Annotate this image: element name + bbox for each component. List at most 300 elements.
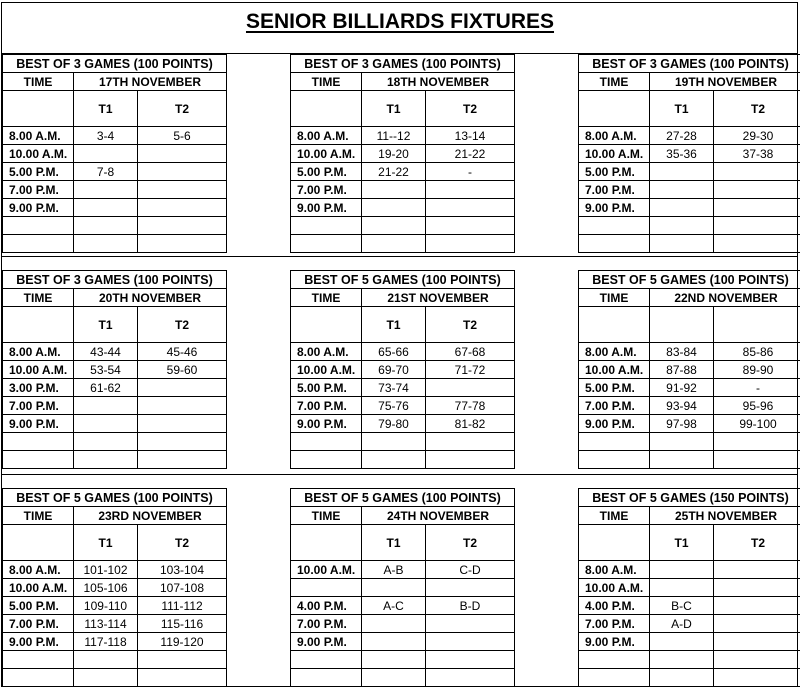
time-slot xyxy=(291,433,362,451)
fixture-table-9 xyxy=(578,488,800,687)
table-t1-match xyxy=(74,145,138,163)
table-row xyxy=(579,651,800,669)
table-row xyxy=(291,451,515,469)
table-t2-match xyxy=(714,433,800,451)
table-row xyxy=(579,415,800,433)
fixture-date: 17TH NOVEMBER xyxy=(74,73,227,91)
time-slot: 5.00 P.M. xyxy=(291,379,362,397)
table-t2-match xyxy=(426,651,515,669)
format-row xyxy=(291,271,515,289)
table-t1-match xyxy=(650,651,714,669)
table-t1-match: A-C xyxy=(362,597,426,615)
table-t1-match xyxy=(362,633,426,651)
fixture-date: 20TH NOVEMBER xyxy=(74,289,227,307)
table-row xyxy=(579,451,800,469)
time-slot xyxy=(3,651,74,669)
table-t2-match xyxy=(426,615,515,633)
date-row xyxy=(3,507,227,525)
fixture-table-4 xyxy=(2,270,227,469)
time-slot: 3.00 P.M. xyxy=(3,379,74,397)
table-t2-match xyxy=(426,217,515,235)
match-format: BEST OF 5 GAMES (150 POINTS) xyxy=(579,489,800,507)
blank-cell xyxy=(291,525,362,561)
time-slot: 10.00 A.M. xyxy=(579,361,650,379)
table-row xyxy=(3,145,227,163)
table-t1-match: 87-88 xyxy=(650,361,714,379)
table-row xyxy=(291,127,515,145)
table-row xyxy=(3,127,227,145)
table-t1-match xyxy=(650,181,714,199)
table-row xyxy=(3,669,227,687)
table-t2-match xyxy=(714,579,800,597)
table-row xyxy=(3,199,227,217)
t2-header: T2 xyxy=(426,307,515,343)
time-slot: 5.00 P.M. xyxy=(3,597,74,615)
fixture-date: 19TH NOVEMBER xyxy=(650,73,800,91)
table-t1-match xyxy=(650,669,714,687)
table-t1-match xyxy=(362,235,426,253)
table-label-row xyxy=(291,307,515,343)
fixture-table-2 xyxy=(290,54,515,253)
date-row xyxy=(291,289,515,307)
table-label-row xyxy=(291,91,515,127)
time-slot: 7.00 P.M. xyxy=(3,181,74,199)
time-slot: 8.00 A.M. xyxy=(579,561,650,579)
time-header: TIME xyxy=(3,73,74,91)
table-t2-match xyxy=(426,633,515,651)
table-t1-match: 69-70 xyxy=(362,361,426,379)
table-label-row xyxy=(291,525,515,561)
time-slot xyxy=(291,669,362,687)
time-slot xyxy=(579,433,650,451)
time-slot: 10.00 A.M. xyxy=(3,579,74,597)
date-row xyxy=(291,73,515,91)
table-row xyxy=(291,235,515,253)
table-t2-match: 77-78 xyxy=(426,397,515,415)
date-row xyxy=(3,289,227,307)
fixture-date: 21ST NOVEMBER xyxy=(362,289,515,307)
table-t2-match: 67-68 xyxy=(426,343,515,361)
table-t2-match xyxy=(426,433,515,451)
table-t2-match: 107-108 xyxy=(138,579,227,597)
table-t1-match xyxy=(650,451,714,469)
table-row xyxy=(3,615,227,633)
fixture-date: 22ND NOVEMBER xyxy=(650,289,800,307)
time-slot: 9.00 P.M. xyxy=(579,199,650,217)
time-slot xyxy=(3,433,74,451)
table-t2-match xyxy=(426,579,515,597)
table-t2-match xyxy=(714,597,800,615)
time-slot: 7.00 P.M. xyxy=(291,615,362,633)
table-t1-match: 21-22 xyxy=(362,163,426,181)
table-row xyxy=(579,163,800,181)
time-slot: 9.00 P.M. xyxy=(3,633,74,651)
table-row xyxy=(3,415,227,433)
time-header: TIME xyxy=(579,73,650,91)
table-t2-match xyxy=(714,633,800,651)
match-format: BEST OF 5 GAMES (100 POINTS) xyxy=(579,271,800,289)
table-row xyxy=(291,633,515,651)
time-slot xyxy=(291,579,362,597)
table-row xyxy=(291,415,515,433)
table-row xyxy=(3,579,227,597)
page-title: SENIOR BILLIARDS FIXTURES xyxy=(245,10,555,33)
table-row xyxy=(579,579,800,597)
format-row xyxy=(579,489,800,507)
table-row xyxy=(579,361,800,379)
table-t1-match xyxy=(362,669,426,687)
time-slot xyxy=(291,235,362,253)
format-row xyxy=(3,489,227,507)
time-slot: 8.00 A.M. xyxy=(291,343,362,361)
table-t2-match: 21-22 xyxy=(426,145,515,163)
table-t1-match: 97-98 xyxy=(650,415,714,433)
time-slot xyxy=(3,451,74,469)
table-t1-match: A-B xyxy=(362,561,426,579)
table-t1-match xyxy=(650,579,714,597)
table-row xyxy=(3,597,227,615)
table-row xyxy=(579,433,800,451)
table-row xyxy=(291,379,515,397)
time-slot: 9.00 P.M. xyxy=(291,633,362,651)
table-t2-match: 13-14 xyxy=(426,127,515,145)
format-row xyxy=(3,55,227,73)
table-row xyxy=(291,651,515,669)
table-row xyxy=(291,669,515,687)
blank-cell xyxy=(291,307,362,343)
format-row xyxy=(579,55,800,73)
time-slot: 8.00 A.M. xyxy=(3,127,74,145)
table-t2-match xyxy=(714,561,800,579)
time-slot: 7.00 P.M. xyxy=(3,397,74,415)
time-slot xyxy=(291,217,362,235)
format-row xyxy=(291,489,515,507)
table-label-row xyxy=(3,307,227,343)
table-t1-match xyxy=(650,633,714,651)
table-t2-match: 71-72 xyxy=(426,361,515,379)
time-slot: 5.00 P.M. xyxy=(579,379,650,397)
table-row xyxy=(3,397,227,415)
table-row xyxy=(579,145,800,163)
t1-header xyxy=(650,307,714,343)
table-row xyxy=(579,597,800,615)
table-t2-match xyxy=(138,669,227,687)
fixture-date: 23RD NOVEMBER xyxy=(74,507,227,525)
band-divider xyxy=(1,474,798,475)
time-slot: 5.00 P.M. xyxy=(3,163,74,181)
time-header: TIME xyxy=(3,289,74,307)
table-t2-match: C-D xyxy=(426,561,515,579)
table-t2-match xyxy=(426,379,515,397)
table-t2-match xyxy=(714,199,800,217)
table-t1-match: 19-20 xyxy=(362,145,426,163)
table-t1-match: 11--12 xyxy=(362,127,426,145)
table-row xyxy=(291,615,515,633)
time-slot: 9.00 P.M. xyxy=(291,199,362,217)
fixture-date: 18TH NOVEMBER xyxy=(362,73,515,91)
table-t2-match: 95-96 xyxy=(714,397,800,415)
t1-header: T1 xyxy=(362,525,426,561)
table-t1-match: 7-8 xyxy=(74,163,138,181)
table-t1-match: 79-80 xyxy=(362,415,426,433)
table-t2-match xyxy=(714,669,800,687)
time-slot xyxy=(291,651,362,669)
format-row xyxy=(3,271,227,289)
table-t2-match: B-D xyxy=(426,597,515,615)
table-t2-match xyxy=(138,235,227,253)
table-label-row xyxy=(579,525,800,561)
table-t2-match xyxy=(714,235,800,253)
t2-header: T2 xyxy=(138,307,227,343)
table-row xyxy=(579,127,800,145)
time-slot xyxy=(579,669,650,687)
table-t2-match xyxy=(426,181,515,199)
table-t2-match xyxy=(714,451,800,469)
t2-header: T2 xyxy=(714,525,800,561)
table-t1-match: 93-94 xyxy=(650,397,714,415)
time-slot: 10.00 A.M. xyxy=(291,361,362,379)
table-t2-match: 115-116 xyxy=(138,615,227,633)
table-t2-match xyxy=(426,235,515,253)
table-t2-match xyxy=(138,433,227,451)
table-row xyxy=(579,615,800,633)
table-row xyxy=(291,163,515,181)
t1-header: T1 xyxy=(362,91,426,127)
table-t2-match xyxy=(138,181,227,199)
table-t1-match xyxy=(362,199,426,217)
table-row xyxy=(3,433,227,451)
table-label-row xyxy=(3,525,227,561)
time-slot: 9.00 P.M. xyxy=(579,633,650,651)
table-t1-match: 3-4 xyxy=(74,127,138,145)
table-t1-match xyxy=(362,451,426,469)
table-t2-match xyxy=(138,145,227,163)
time-slot: 8.00 A.M. xyxy=(579,343,650,361)
time-slot xyxy=(579,651,650,669)
table-t1-match: 91-92 xyxy=(650,379,714,397)
table-t2-match xyxy=(426,199,515,217)
table-row xyxy=(291,361,515,379)
time-slot: 8.00 A.M. xyxy=(3,343,74,361)
table-t1-match: 61-62 xyxy=(74,379,138,397)
blank-cell xyxy=(579,525,650,561)
table-row xyxy=(3,633,227,651)
table-t2-match: - xyxy=(426,163,515,181)
time-header: TIME xyxy=(3,507,74,525)
time-slot: 7.00 P.M. xyxy=(291,397,362,415)
table-t1-match xyxy=(74,433,138,451)
date-row xyxy=(579,507,800,525)
format-row xyxy=(579,271,800,289)
table-t1-match: A-D xyxy=(650,615,714,633)
match-format: BEST OF 3 GAMES (100 POINTS) xyxy=(3,55,227,73)
table-row xyxy=(291,145,515,163)
match-format: BEST OF 5 GAMES (100 POINTS) xyxy=(291,489,515,507)
table-t2-match: 59-60 xyxy=(138,361,227,379)
t1-header: T1 xyxy=(650,525,714,561)
table-row xyxy=(3,379,227,397)
time-slot: 4.00 P.M. xyxy=(291,597,362,615)
time-header: TIME xyxy=(291,73,362,91)
time-slot: 7.00 P.M. xyxy=(579,397,650,415)
t1-header: T1 xyxy=(74,91,138,127)
table-t1-match: 53-54 xyxy=(74,361,138,379)
blank-cell xyxy=(3,307,74,343)
time-slot: 7.00 P.M. xyxy=(3,615,74,633)
t1-header: T1 xyxy=(362,307,426,343)
time-slot: 7.00 P.M. xyxy=(579,181,650,199)
table-t1-match xyxy=(362,579,426,597)
table-t2-match: 29-30 xyxy=(714,127,800,145)
fixture-date: 24TH NOVEMBER xyxy=(362,507,515,525)
table-row xyxy=(3,181,227,199)
fixture-date: 25TH NOVEMBER xyxy=(650,507,800,525)
blank-cell xyxy=(3,91,74,127)
time-slot xyxy=(3,217,74,235)
table-t2-match: 103-104 xyxy=(138,561,227,579)
table-t2-match: 81-82 xyxy=(426,415,515,433)
table-t1-match xyxy=(362,181,426,199)
table-t2-match: 85-86 xyxy=(714,343,800,361)
time-slot: 10.00 A.M. xyxy=(291,145,362,163)
fixture-table-1 xyxy=(2,54,227,253)
table-row xyxy=(291,433,515,451)
time-slot: 9.00 P.M. xyxy=(291,415,362,433)
table-t2-match xyxy=(138,415,227,433)
match-format: BEST OF 5 GAMES (100 POINTS) xyxy=(291,271,515,289)
table-row xyxy=(579,379,800,397)
table-row xyxy=(579,633,800,651)
table-row xyxy=(3,651,227,669)
table-row xyxy=(291,217,515,235)
table-t1-match xyxy=(74,651,138,669)
table-t1-match: 83-84 xyxy=(650,343,714,361)
date-row xyxy=(579,73,800,91)
table-t2-match: 37-38 xyxy=(714,145,800,163)
time-header: TIME xyxy=(579,507,650,525)
table-t1-match xyxy=(74,217,138,235)
table-t2-match xyxy=(138,397,227,415)
table-t2-match: 99-100 xyxy=(714,415,800,433)
time-slot: 9.00 P.M. xyxy=(3,415,74,433)
table-t1-match xyxy=(74,415,138,433)
t1-header: T1 xyxy=(650,91,714,127)
table-t2-match: 119-120 xyxy=(138,633,227,651)
date-row xyxy=(579,289,800,307)
table-row xyxy=(579,235,800,253)
table-t1-match xyxy=(650,235,714,253)
table-row xyxy=(3,163,227,181)
table-t1-match: 75-76 xyxy=(362,397,426,415)
table-row xyxy=(579,669,800,687)
table-t1-match xyxy=(362,615,426,633)
date-row xyxy=(3,73,227,91)
time-slot: 5.00 P.M. xyxy=(291,163,362,181)
table-row xyxy=(579,199,800,217)
time-header: TIME xyxy=(291,289,362,307)
table-t2-match xyxy=(138,451,227,469)
blank-cell xyxy=(579,307,650,343)
table-t2-match xyxy=(714,217,800,235)
time-header: TIME xyxy=(579,289,650,307)
time-slot: 8.00 A.M. xyxy=(579,127,650,145)
table-row xyxy=(3,217,227,235)
table-row xyxy=(291,343,515,361)
time-slot: 4.00 P.M. xyxy=(579,597,650,615)
table-row xyxy=(3,343,227,361)
time-slot: 8.00 A.M. xyxy=(3,561,74,579)
band-divider xyxy=(1,256,798,257)
table-t1-match xyxy=(362,651,426,669)
table-t1-match xyxy=(74,669,138,687)
table-row xyxy=(291,579,515,597)
table-t1-match xyxy=(74,181,138,199)
table-t1-match xyxy=(74,397,138,415)
table-row xyxy=(291,597,515,615)
table-row xyxy=(579,397,800,415)
table-t1-match: 101-102 xyxy=(74,561,138,579)
table-row xyxy=(291,561,515,579)
table-row xyxy=(579,561,800,579)
time-slot xyxy=(3,235,74,253)
table-t2-match xyxy=(138,651,227,669)
time-slot: 10.00 A.M. xyxy=(3,145,74,163)
format-row xyxy=(291,55,515,73)
table-t2-match xyxy=(714,163,800,181)
table-t1-match xyxy=(650,199,714,217)
fixture-table-6 xyxy=(578,270,800,469)
fixture-table-3 xyxy=(578,54,800,253)
table-t1-match xyxy=(362,433,426,451)
time-slot: 10.00 A.M. xyxy=(3,361,74,379)
table-t1-match xyxy=(74,199,138,217)
time-slot: 9.00 P.M. xyxy=(579,415,650,433)
t2-header: T2 xyxy=(426,91,515,127)
table-t2-match xyxy=(714,651,800,669)
table-t2-match: 111-112 xyxy=(138,597,227,615)
t2-header: T2 xyxy=(714,91,800,127)
match-format: BEST OF 3 GAMES (100 POINTS) xyxy=(291,55,515,73)
table-t2-match: 45-46 xyxy=(138,343,227,361)
table-row xyxy=(3,361,227,379)
table-row xyxy=(579,181,800,199)
table-t2-match xyxy=(138,217,227,235)
time-slot: 7.00 P.M. xyxy=(579,615,650,633)
table-row xyxy=(579,343,800,361)
time-header: TIME xyxy=(291,507,362,525)
table-row xyxy=(3,235,227,253)
table-t1-match xyxy=(74,451,138,469)
blank-cell xyxy=(291,91,362,127)
table-t1-match xyxy=(650,433,714,451)
fixture-table-8 xyxy=(290,488,515,687)
blank-cell xyxy=(579,91,650,127)
table-t2-match: 5-6 xyxy=(138,127,227,145)
table-t2-match xyxy=(138,379,227,397)
time-slot: 8.00 A.M. xyxy=(291,127,362,145)
table-t2-match xyxy=(714,615,800,633)
time-slot: 10.00 A.M. xyxy=(579,579,650,597)
table-t1-match xyxy=(650,163,714,181)
table-t1-match xyxy=(650,217,714,235)
table-t2-match: - xyxy=(714,379,800,397)
time-slot xyxy=(291,451,362,469)
t2-header: T2 xyxy=(138,525,227,561)
table-t1-match: 65-66 xyxy=(362,343,426,361)
table-row xyxy=(291,397,515,415)
time-slot: 10.00 A.M. xyxy=(579,145,650,163)
time-slot xyxy=(579,451,650,469)
